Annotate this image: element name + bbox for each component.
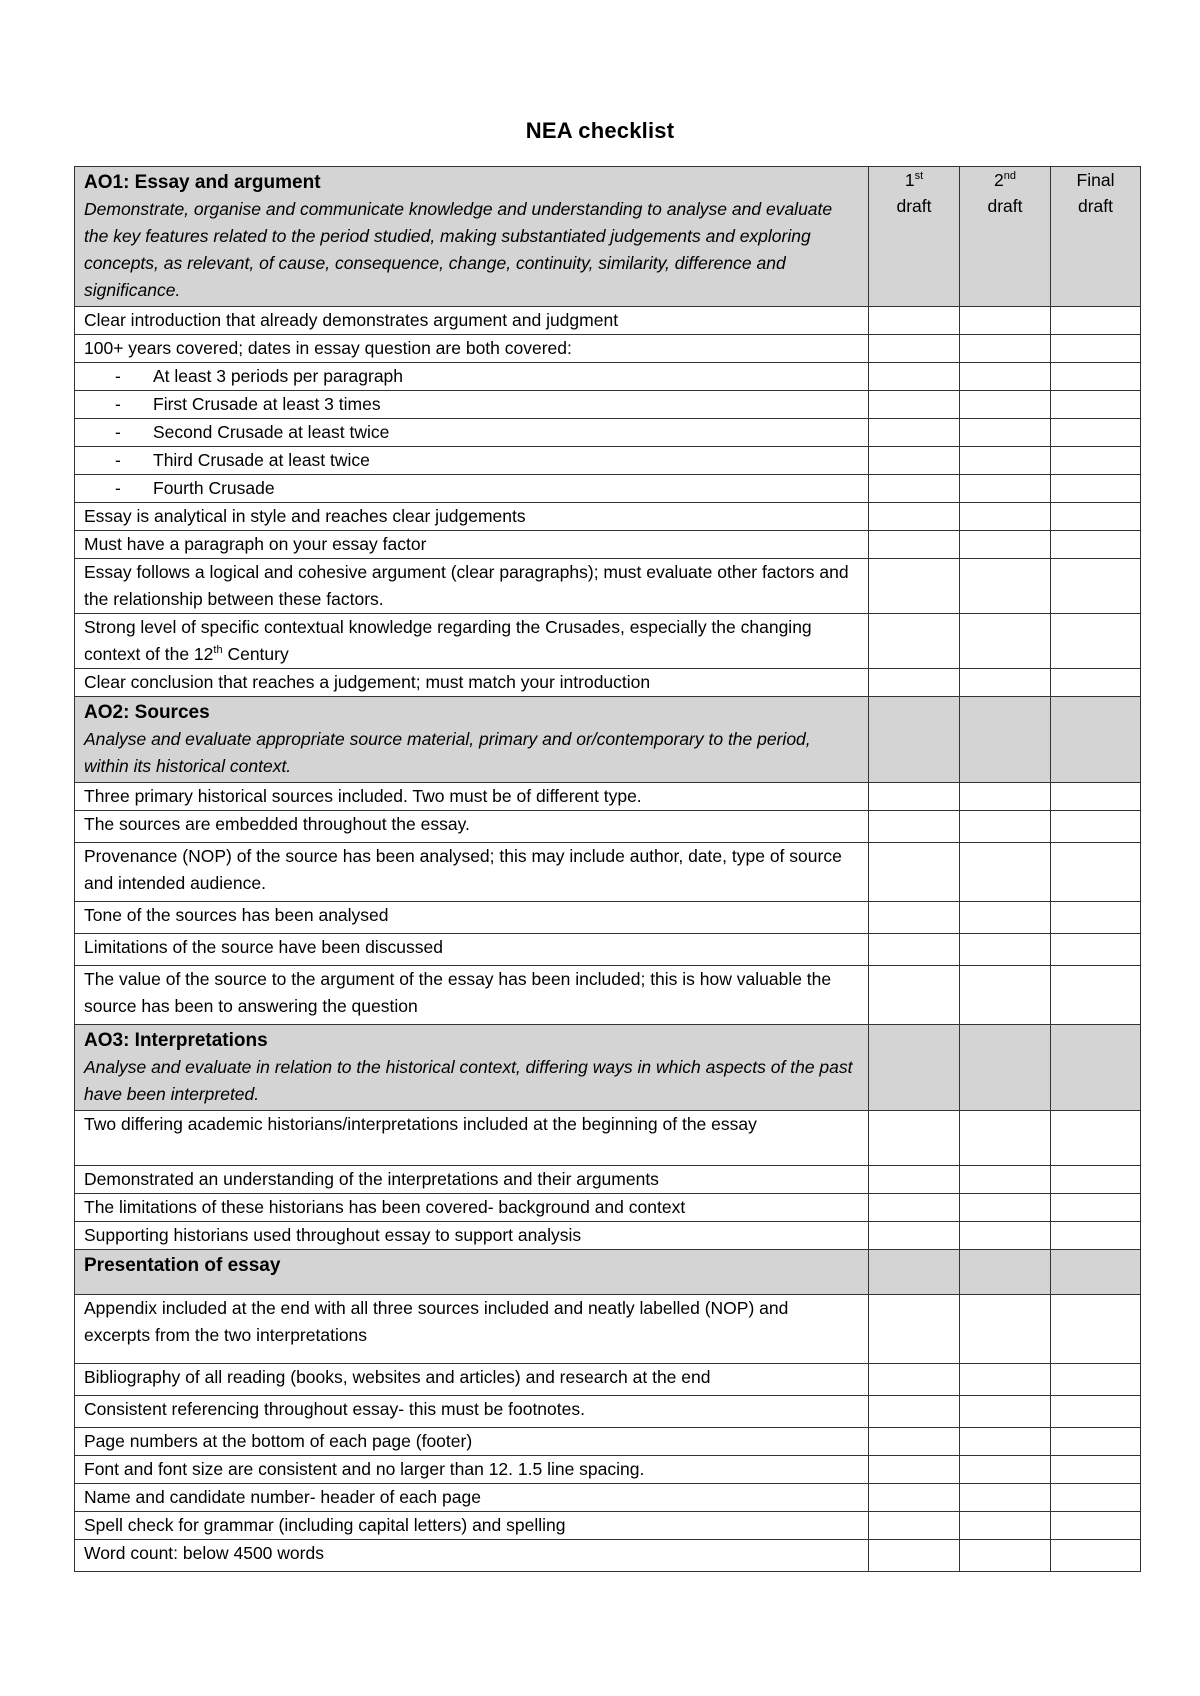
checkbox-2nd-draft[interactable]	[960, 559, 1051, 614]
checklist-row	[75, 1295, 1141, 1364]
checkbox-final-draft[interactable]	[1051, 902, 1141, 934]
col-1st-num: 1	[904, 170, 915, 190]
checkbox-2nd-draft[interactable]	[960, 934, 1051, 966]
checklist-row	[75, 503, 1141, 531]
col-1st-sup: st	[914, 170, 924, 183]
item-cell: Essay is analytical in style and reaches clear judgements	[75, 503, 869, 531]
checklist-row	[75, 934, 1141, 966]
checkbox-1st-draft[interactable]	[869, 811, 960, 843]
checkbox-final-draft[interactable]	[1051, 1484, 1141, 1512]
checkbox-final-draft[interactable]	[1051, 1222, 1141, 1250]
checkbox-2nd-draft[interactable]	[960, 1512, 1051, 1540]
checkbox-1st-draft[interactable]	[869, 1484, 960, 1512]
checkbox-1st-draft[interactable]	[869, 559, 960, 614]
item-cell: Provenance (NOP) of the source has been analysed; this may include author, date, type of source and intended audience.	[75, 843, 869, 902]
checkbox-1st-draft[interactable]	[869, 447, 960, 475]
section-ao1-description: Demonstrate, organise and communicate knowledge and understanding to analyse and evaluate the key features related to the period studied, making substantiated judgements and exploring concepts, as relevant, of cause, consequence, change, continuity, similarity, difference and significance.	[84, 199, 833, 300]
checkbox-1st-draft[interactable]	[869, 363, 960, 391]
checkbox-1st-draft[interactable]	[869, 1428, 960, 1456]
checkbox-final-draft[interactable]	[1051, 669, 1141, 697]
checkbox-1st-draft[interactable]	[869, 391, 960, 419]
column-header-1st-draft	[869, 167, 960, 307]
item-cell: The limitations of these historians has been covered- background and context	[75, 1194, 869, 1222]
checkbox-final-draft[interactable]	[1051, 1456, 1141, 1484]
checkbox-1st-draft[interactable]	[869, 1222, 960, 1250]
checkbox-1st-draft[interactable]	[869, 966, 960, 1025]
item-cell-bullet	[75, 363, 869, 391]
checkbox-final-draft[interactable]	[1051, 1396, 1141, 1428]
checkbox-1st-draft[interactable]	[869, 503, 960, 531]
checkbox-2nd-draft[interactable]	[960, 1166, 1051, 1194]
checkbox-final-draft[interactable]	[1051, 1540, 1141, 1572]
item-text-century: Century	[222, 644, 289, 664]
checkbox-2nd-draft[interactable]	[960, 335, 1051, 363]
checkbox-1st-draft[interactable]	[869, 335, 960, 363]
section-ao3-title: AO3: Interpretations	[84, 1030, 268, 1051]
checklist-row	[75, 307, 1141, 335]
item-text: Fourth Crusade	[153, 478, 275, 498]
item-cell-bullet	[75, 419, 869, 447]
checkbox-1st-draft[interactable]	[869, 307, 960, 335]
checkbox-1st-draft[interactable]	[869, 902, 960, 934]
section-ao1-header	[75, 167, 1141, 307]
item-cell: Appendix included at the end with all three sources included and neatly labelled (NOP) and excerpts from the two interpretations	[75, 1295, 869, 1364]
section-presentation-shade-3	[1051, 1250, 1141, 1295]
checklist-row	[75, 1484, 1141, 1512]
checklist-row	[75, 559, 1141, 614]
section-presentation-title: Presentation of essay	[84, 1255, 281, 1276]
checkbox-2nd-draft[interactable]	[960, 1540, 1051, 1572]
item-cell: The value of the source to the argument of the essay has been included; this is how valuable the source has been to answering the question	[75, 966, 869, 1025]
checkbox-2nd-draft[interactable]	[960, 811, 1051, 843]
checklist-row	[75, 1166, 1141, 1194]
section-ao3-shade-2	[960, 1025, 1051, 1111]
section-ao3-cell	[75, 1025, 869, 1111]
section-ao2-shade-2	[960, 697, 1051, 783]
checkbox-final-draft[interactable]	[1051, 1166, 1141, 1194]
section-ao3-shade-1	[869, 1025, 960, 1111]
checklist-row	[75, 1428, 1141, 1456]
checkbox-final-draft[interactable]	[1051, 934, 1141, 966]
checkbox-final-draft[interactable]	[1051, 475, 1141, 503]
checkbox-1st-draft[interactable]	[869, 614, 960, 669]
checkbox-2nd-draft[interactable]	[960, 1364, 1051, 1396]
section-ao2-shade-1	[869, 697, 960, 783]
checkbox-2nd-draft[interactable]	[960, 391, 1051, 419]
checkbox-2nd-draft[interactable]	[960, 1396, 1051, 1428]
section-ao3-shade-3	[1051, 1025, 1141, 1111]
checkbox-final-draft[interactable]	[1051, 419, 1141, 447]
item-cell: Tone of the sources has been analysed	[75, 902, 869, 934]
checkbox-final-draft[interactable]	[1051, 1194, 1141, 1222]
checkbox-1st-draft[interactable]	[869, 934, 960, 966]
section-ao3-header	[75, 1025, 1141, 1111]
checklist-row	[75, 669, 1141, 697]
col-final-word2: draft	[1077, 196, 1114, 216]
checklist-row	[75, 447, 1141, 475]
checkbox-final-draft[interactable]	[1051, 1111, 1141, 1166]
checkbox-1st-draft[interactable]	[869, 531, 960, 559]
checkbox-2nd-draft[interactable]	[960, 503, 1051, 531]
item-cell: Essay follows a logical and cohesive argument (clear paragraphs); must evaluate other factors and the relationship between these factors.	[75, 559, 869, 614]
checkbox-final-draft[interactable]	[1051, 447, 1141, 475]
checklist-row	[75, 1540, 1141, 1572]
bullet-dash: -	[115, 450, 121, 470]
item-cell: Page numbers at the bottom of each page (footer)	[75, 1428, 869, 1456]
checkbox-2nd-draft[interactable]	[960, 902, 1051, 934]
section-presentation-shade-2	[960, 1250, 1051, 1295]
checkbox-1st-draft[interactable]	[869, 1364, 960, 1396]
checklist-row	[75, 783, 1141, 811]
checkbox-final-draft[interactable]	[1051, 811, 1141, 843]
item-sup-th: th	[213, 644, 223, 657]
bullet-dash: -	[115, 394, 121, 414]
checkbox-2nd-draft[interactable]	[960, 1456, 1051, 1484]
checkbox-2nd-draft[interactable]	[960, 1295, 1051, 1364]
checkbox-final-draft[interactable]	[1051, 1295, 1141, 1364]
checkbox-final-draft[interactable]	[1051, 307, 1141, 335]
checkbox-final-draft[interactable]	[1051, 503, 1141, 531]
item-text: Third Crusade at least twice	[153, 450, 370, 470]
section-presentation-cell	[75, 1250, 869, 1295]
item-cell-context	[75, 614, 869, 669]
checklist-row	[75, 531, 1141, 559]
checkbox-final-draft[interactable]	[1051, 783, 1141, 811]
item-cell: Demonstrated an understanding of the interpretations and their arguments	[75, 1166, 869, 1194]
item-text: First Crusade at least 3 times	[153, 394, 381, 414]
checkbox-2nd-draft[interactable]	[960, 669, 1051, 697]
checkbox-1st-draft[interactable]	[869, 843, 960, 902]
checkbox-1st-draft[interactable]	[869, 1166, 960, 1194]
checklist-table	[74, 166, 1141, 1572]
section-presentation-header	[75, 1250, 1141, 1295]
checkbox-2nd-draft[interactable]	[960, 363, 1051, 391]
checklist-row	[75, 475, 1141, 503]
checkbox-1st-draft[interactable]	[869, 783, 960, 811]
checkbox-1st-draft[interactable]	[869, 1540, 960, 1572]
col-2nd-word: draft	[987, 196, 1023, 216]
checklist-row	[75, 1111, 1141, 1166]
checkbox-final-draft[interactable]	[1051, 531, 1141, 559]
checkbox-1st-draft[interactable]	[869, 1396, 960, 1428]
checklist-row	[75, 391, 1141, 419]
checkbox-2nd-draft[interactable]	[960, 966, 1051, 1025]
bullet-dash: -	[115, 422, 121, 442]
checkbox-2nd-draft[interactable]	[960, 1222, 1051, 1250]
checkbox-1st-draft[interactable]	[869, 669, 960, 697]
checkbox-final-draft[interactable]	[1051, 1364, 1141, 1396]
item-cell: Name and candidate number- header of each page	[75, 1484, 869, 1512]
col-2nd-sup: nd	[1003, 170, 1016, 183]
col-1st-word: draft	[896, 196, 932, 216]
section-ao1-cell	[75, 167, 869, 307]
item-cell-bullet	[75, 475, 869, 503]
checklist-row	[75, 902, 1141, 934]
checkbox-2nd-draft[interactable]	[960, 419, 1051, 447]
checklist-row	[75, 966, 1141, 1025]
item-cell: Must have a paragraph on your essay factor	[75, 531, 869, 559]
checkbox-final-draft[interactable]	[1051, 1428, 1141, 1456]
checklist-row	[75, 1512, 1141, 1540]
checkbox-2nd-draft[interactable]	[960, 1428, 1051, 1456]
item-cell: Word count: below 4500 words	[75, 1540, 869, 1572]
item-cell: Supporting historians used throughout essay to support analysis	[75, 1222, 869, 1250]
page-title: NEA checklist	[525, 118, 675, 143]
checkbox-1st-draft[interactable]	[869, 1456, 960, 1484]
checkbox-2nd-draft[interactable]	[960, 1484, 1051, 1512]
col-final-word1: Final	[1076, 170, 1115, 190]
checklist-row	[75, 335, 1141, 363]
item-text: At least 3 periods per paragraph	[153, 366, 404, 386]
item-cell: Limitations of the source have been discussed	[75, 934, 869, 966]
checkbox-2nd-draft[interactable]	[960, 614, 1051, 669]
checklist-row	[75, 843, 1141, 902]
item-cell-bullet	[75, 391, 869, 419]
section-ao2-header	[75, 697, 1141, 783]
checkbox-2nd-draft[interactable]	[960, 475, 1051, 503]
checklist-row	[75, 1456, 1141, 1484]
checkbox-final-draft[interactable]	[1051, 966, 1141, 1025]
bullet-dash: -	[115, 478, 121, 498]
item-cell: Three primary historical sources included. Two must be of different type.	[75, 783, 869, 811]
section-ao2-title: AO2: Sources	[84, 702, 210, 723]
column-header-2nd-draft	[960, 167, 1051, 307]
item-cell: 100+ years covered; dates in essay question are both covered:	[75, 335, 869, 363]
column-header-final-draft	[1051, 167, 1141, 307]
item-cell: Clear conclusion that reaches a judgement; must match your introduction	[75, 669, 869, 697]
item-text-context: Strong level of specific contextual knowledge regarding the Crusades, especially the changing context of the 12	[84, 617, 812, 664]
item-cell: Consistent referencing throughout essay- this must be footnotes.	[75, 1396, 869, 1428]
checkbox-final-draft[interactable]	[1051, 1512, 1141, 1540]
checkbox-1st-draft[interactable]	[869, 1295, 960, 1364]
checkbox-final-draft[interactable]	[1051, 391, 1141, 419]
item-cell-bullet	[75, 447, 869, 475]
item-cell: The sources are embedded throughout the essay.	[75, 811, 869, 843]
checkbox-1st-draft[interactable]	[869, 419, 960, 447]
col-2nd-num: 2	[994, 170, 1004, 190]
checkbox-1st-draft[interactable]	[869, 1194, 960, 1222]
item-cell: Bibliography of all reading (books, websites and articles) and research at the end	[75, 1364, 869, 1396]
checkbox-2nd-draft[interactable]	[960, 1111, 1051, 1166]
checkbox-2nd-draft[interactable]	[960, 1194, 1051, 1222]
item-cell: Clear introduction that already demonstrates argument and judgment	[75, 307, 869, 335]
checkbox-1st-draft[interactable]	[869, 475, 960, 503]
checklist-row	[75, 811, 1141, 843]
checklist-row	[75, 1396, 1141, 1428]
checkbox-final-draft[interactable]	[1051, 843, 1141, 902]
section-ao3-description: Analyse and evaluate in relation to the historical context, differing ways in which aspects of the past have been interpreted.	[84, 1057, 853, 1104]
checklist-row	[75, 1194, 1141, 1222]
item-cell: Font and font size are consistent and no larger than 12. 1.5 line spacing.	[75, 1456, 869, 1484]
checkbox-2nd-draft[interactable]	[960, 531, 1051, 559]
section-ao2-cell	[75, 697, 869, 783]
checkbox-final-draft[interactable]	[1051, 363, 1141, 391]
checklist-row	[75, 363, 1141, 391]
section-ao2-shade-3	[1051, 697, 1141, 783]
checkbox-final-draft[interactable]	[1051, 614, 1141, 669]
bullet-dash: -	[115, 366, 121, 386]
section-ao2-description: Analyse and evaluate appropriate source material, primary and or/contemporary to the period, within its historical context.	[84, 729, 811, 776]
checkbox-2nd-draft[interactable]	[960, 447, 1051, 475]
checkbox-1st-draft[interactable]	[869, 1111, 960, 1166]
checklist-row	[75, 1222, 1141, 1250]
checkbox-2nd-draft[interactable]	[960, 307, 1051, 335]
item-cell: Two differing academic historians/interpretations included at the beginning of the essay	[75, 1111, 869, 1166]
checkbox-final-draft[interactable]	[1051, 335, 1141, 363]
checklist-row	[75, 614, 1141, 669]
checkbox-1st-draft[interactable]	[869, 1512, 960, 1540]
item-text: Second Crusade at least twice	[153, 422, 390, 442]
checklist-row	[75, 419, 1141, 447]
checkbox-final-draft[interactable]	[1051, 559, 1141, 614]
section-ao1-title: AO1: Essay and argument	[84, 172, 321, 193]
item-cell: Spell check for grammar (including capital letters) and spelling	[75, 1512, 869, 1540]
checklist-row	[75, 1364, 1141, 1396]
checkbox-2nd-draft[interactable]	[960, 843, 1051, 902]
section-presentation-shade-1	[869, 1250, 960, 1295]
checkbox-2nd-draft[interactable]	[960, 783, 1051, 811]
